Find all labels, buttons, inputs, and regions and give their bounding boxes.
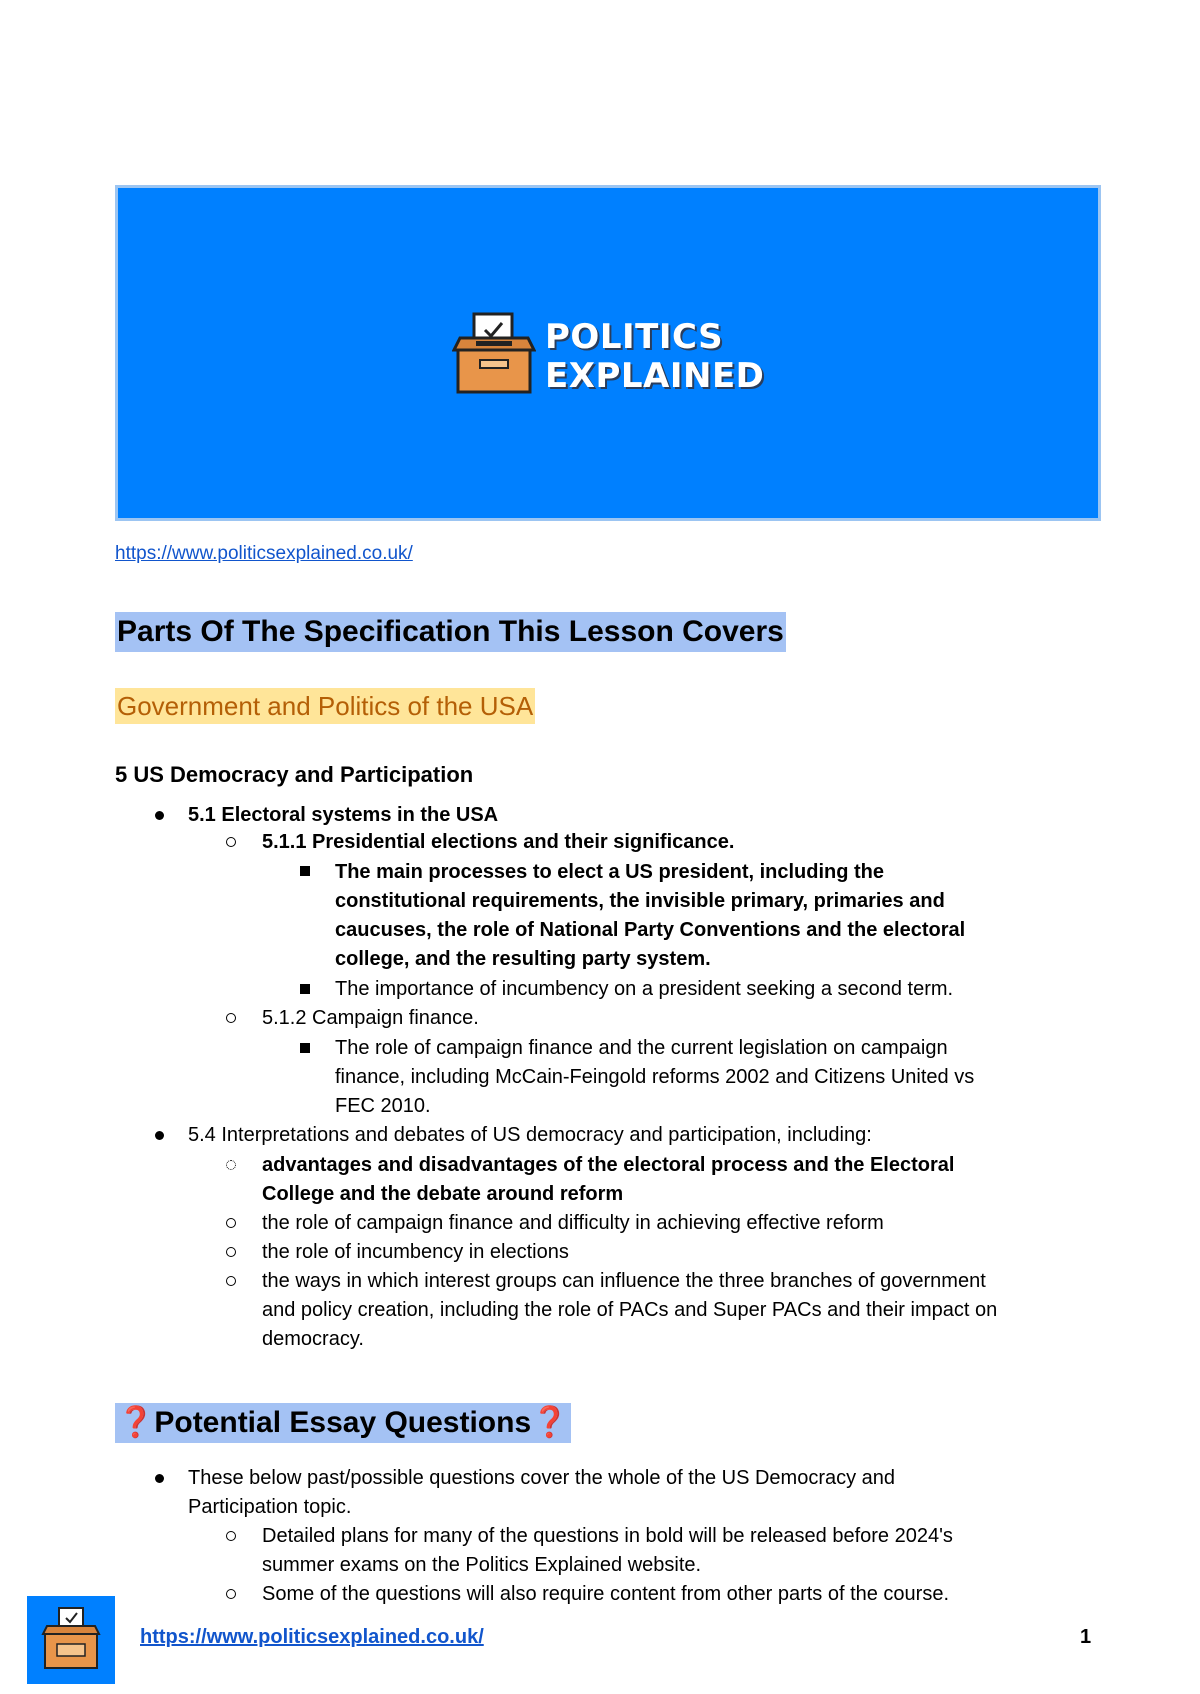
list-item-cont: finance, including McCain-Feingold reforms 2002 and Citizens United vs [335,1066,975,1088]
bullet-circle [226,1531,236,1541]
list-item-cont: caucuses, the role of National Party Conventions and the electoral [335,919,966,941]
list-item-cont: constitutional requirements, the invisible primary, primaries and [335,890,945,912]
list-item: 5.1.2 Campaign finance. [262,1007,479,1029]
ballot-box-icon [27,1596,115,1684]
list-item-cont: democracy. [262,1328,364,1350]
bullet-circle [226,837,236,847]
list-item: These below past/possible questions cover the whole of the US Democracy and [188,1467,896,1489]
subject-heading: Government and Politics of the USA [115,688,535,724]
list-item: The main processes to elect a US president, including the [335,861,885,883]
list-item-cont: College and the debate around reform [262,1183,624,1205]
brand-line1: POLITICS [545,317,724,357]
list-item: Some of the questions will also require content from other parts of the course. [262,1583,950,1605]
list-item: 5.4 Interpretations and debates of US democracy and participation, including: [188,1124,872,1146]
bullet-circle [226,1589,236,1599]
list-item: the role of incumbency in elections [262,1241,569,1263]
bullet-disc [155,1474,164,1483]
footer-logo [27,1596,115,1684]
list-item-cont: Participation topic. [188,1496,352,1518]
footer-link[interactable]: https://www.politicsexplained.co.uk/ [140,1626,484,1648]
list-item: 5.1.1 Presidential elections and their significance. [262,831,735,853]
bullet-square [300,1043,310,1053]
list-item-cont: FEC 2010. [335,1095,431,1117]
bullet-disc [155,1131,164,1140]
question-mark-icon: ❓ [531,1406,569,1439]
list-item: The importance of incumbency on a president seeking a second term. [335,978,954,1000]
essay-heading [115,1403,571,1443]
bullet-circle [226,1247,236,1257]
section-heading: 5 US Democracy and Participation [115,762,474,787]
bullet-circle [226,1276,236,1286]
header-banner [115,185,1101,521]
bullet-circle [226,1013,236,1023]
spec-heading: Parts Of The Specification This Lesson Covers [115,612,786,652]
website-link[interactable]: https://www.politicsexplained.co.uk/ [115,543,413,564]
list-item-cont: college, and the resulting party system. [335,948,711,970]
list-item-cont: and policy creation, including the role of PACs and Super PACs and their impact on [262,1299,998,1321]
list-item-cont: summer exams on the Politics Explained website. [262,1554,702,1576]
bullet-square [300,866,310,876]
bullet-square [300,984,310,994]
page-number: 1 [1080,1626,1092,1648]
ballot-box-icon [452,310,536,396]
bullet-circle [226,1218,236,1228]
list-item: the role of campaign finance and difficulty in achieving effective reform [262,1212,884,1234]
brand-wordmark [545,318,764,396]
question-mark-icon: ❓ [117,1406,155,1439]
bullet-disc [155,811,164,820]
bullet-circle [226,1160,236,1170]
list-item: 5.1 Electoral systems in the USA [188,804,499,826]
essay-heading-text: Potential Essay Questions [154,1406,532,1439]
list-item: Detailed plans for many of the questions in bold will be released before 2024's [262,1525,953,1547]
brand-line2: EXPLAINED [545,356,765,396]
list-item: advantages and disadvantages of the electoral process and the Electoral [262,1154,955,1176]
list-item: the ways in which interest groups can influence the three branches of government [262,1270,986,1292]
list-item: The role of campaign finance and the current legislation on campaign [335,1037,948,1059]
